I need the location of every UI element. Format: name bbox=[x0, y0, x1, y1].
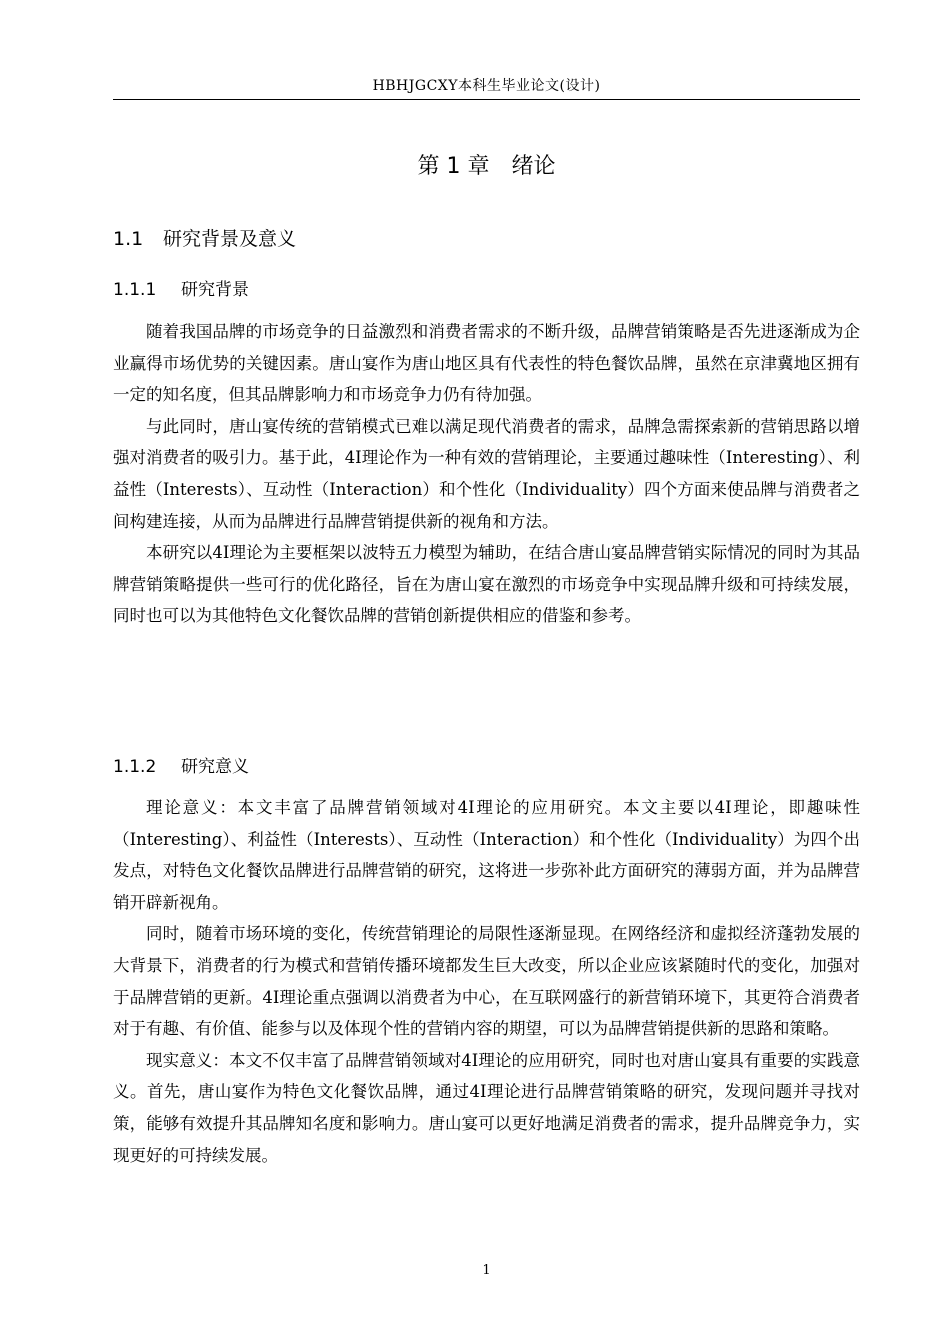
body-paragraph: 随着我国品牌的市场竞争的日益激烈和消费者需求的不断升级，品牌营销策略是否先进逐渐成为企业赢得市场优势的关键因素。唐山宴作为唐山地区具有代表性的特色餐饮品牌，虽然在京津冀地区拥有一定的知名度，但其品牌影响力和市场竞争力仍有待加强。 bbox=[113, 322, 860, 405]
page-number: 1 bbox=[482, 1263, 491, 1278]
chapter-heading bbox=[113, 151, 860, 183]
chapter-number: 第 1 章 bbox=[417, 154, 490, 179]
background-body bbox=[113, 316, 860, 632]
chapter-title: 绪论 bbox=[511, 154, 556, 179]
subsection-number: 1.1.2 bbox=[113, 757, 157, 777]
subsection-title: 研究背景 bbox=[181, 280, 249, 300]
running-header: HBHJGCXY本科生毕业论文(设计) bbox=[372, 78, 601, 94]
header-rule bbox=[113, 99, 860, 100]
section-title: 研究背景及意义 bbox=[163, 228, 297, 250]
subsection-heading-background bbox=[113, 276, 249, 304]
body-paragraph: 本研究以4I理论为主要框架以波特五力模型为辅助，在结合唐山宴品牌营销实际情况的同时为其品牌营销策略提供一些可行的优化路径，旨在为唐山宴在激烈的市场竞争中实现品牌升级和可持续发展，同时也可以为其他特色文化餐饮品牌的营销创新提供相应的借鉴和参考。 bbox=[113, 543, 860, 626]
body-paragraph: 现实意义：本文不仅丰富了品牌营销领域对4I理论的应用研究，同时也对唐山宴具有重要的实践意义。首先，唐山宴作为特色文化餐饮品牌，通过4I理论进行品牌营销策略的研究，发现问题并寻找对策，能够有效提升其品牌知名度和影响力。唐山宴可以更好地满足消费者的需求，提升品牌竞争力，实现更好的可持续发展。 bbox=[113, 1050, 860, 1165]
subsection-heading-significance bbox=[113, 753, 249, 781]
body-paragraph: 理论意义：本文丰富了品牌营销领域对4I理论的应用研究。本文主要以4I理论，即趣味性（Interesting）、利益性（Interests）、互动性（Interaction）和个性化（Individuality）为四个出发点，对特色文化餐饮品牌进行品牌营销的研究，这将进一步弥补此方面研究的薄弱方面，并为品牌营销开辟新视角。 bbox=[113, 798, 860, 912]
section-number: 1.1 bbox=[113, 228, 144, 250]
body-paragraph: 同时，随着市场环境的变化，传统营销理论的局限性逐渐显现。在网络经济和虚拟经济蓬勃发展的大背景下，消费者的行为模式和营销传播环境都发生巨大改变，所以企业应该紧随时代的变化，加强对于品牌营销的更新。4I理论重点强调以消费者为中心，在互联网盛行的新营销环境下，其更符合消费者对于有趣、有价值、能参与以及体现个性的营销内容的期望，可以为品牌营销提供新的思路和策略。 bbox=[113, 924, 860, 1039]
section-heading bbox=[113, 224, 296, 254]
subsection-number: 1.1.1 bbox=[113, 280, 157, 300]
body-paragraph: 与此同时，唐山宴传统的营销模式已难以满足现代消费者的需求，品牌急需探索新的营销思路以增强对消费者的吸引力。基于此，4I理论作为一种有效的营销理论，主要通过趣味性（Interesting）、利益性（Interests）、互动性（Interaction）和个性化（Individuality）四个方面来使品牌与消费者之间构建连接，从而为品牌进行品牌营销提供新的视角和方法。 bbox=[113, 416, 860, 531]
significance-body bbox=[113, 792, 860, 1171]
subsection-title: 研究意义 bbox=[181, 757, 249, 777]
